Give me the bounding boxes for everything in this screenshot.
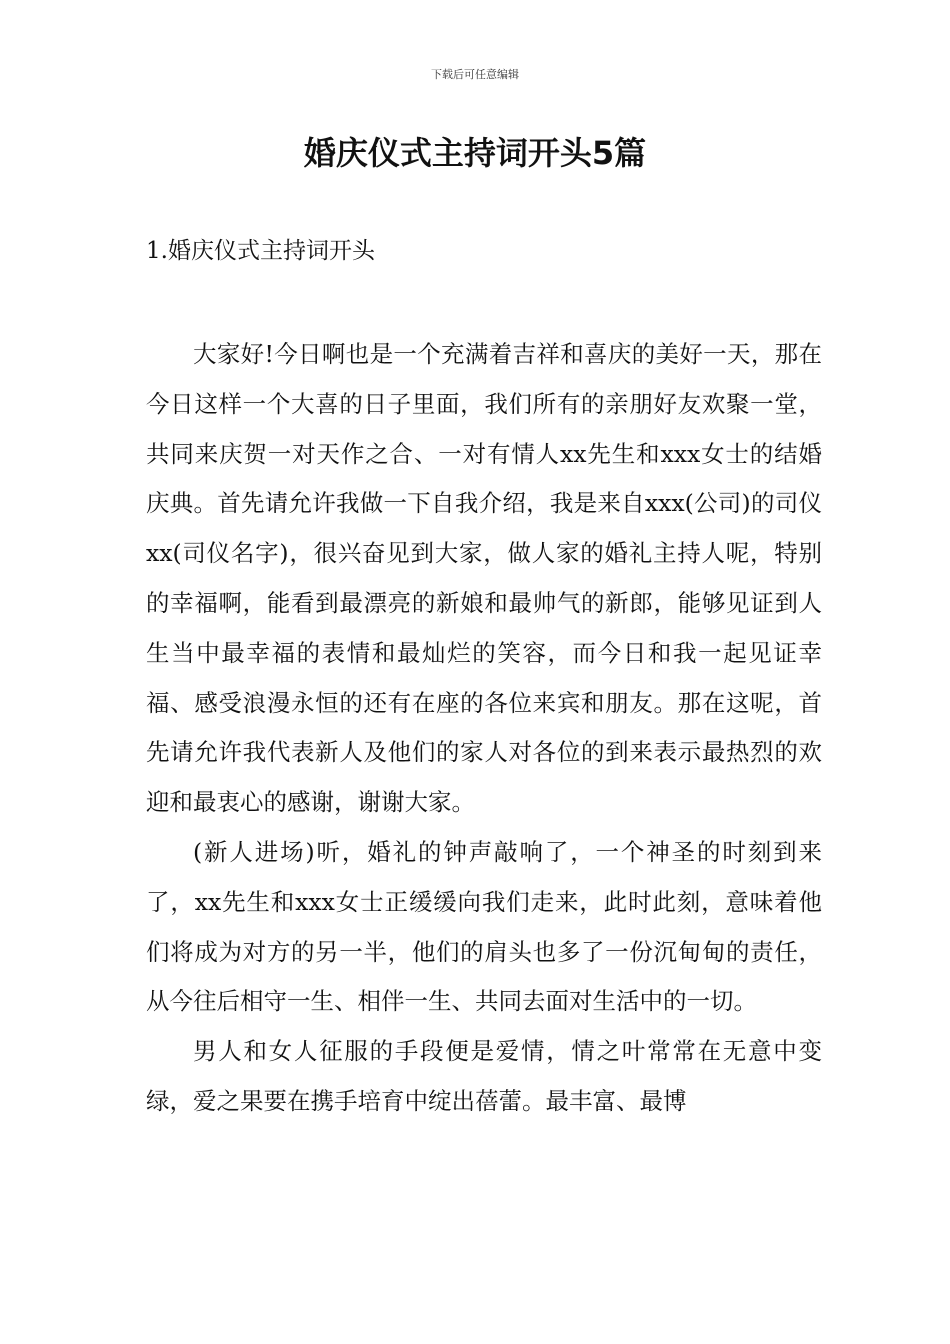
paragraph-1: 大家好!今日啊也是一个充满着吉祥和喜庆的美好一天，那在今日这样一个大喜的日子里面，我们所有的亲朋好友欢聚一堂，共同来庆贺一对天作之合、一对有情人xx先生和xxx女士的结婚庆典。首先请允许我做一下自我介绍，我是来自xxx(公司)的司仪xx(司仪名字)，很兴奋见到大家，做人家的婚礼主持人呢，特别的幸福啊，能看到最漂亮的新娘和最帅气的新郎，能够见证到人生当中最幸福的表情和最灿烂的笑容，而今日和我一起见证幸福、感受浪漫永恒的还有在座的各位来宾和朋友。那在这呢，首先请允许我代表新人及他们的家人对各位的到来表示最热烈的欢迎和最衷心的感谢，谢谢大家。 [146,340,822,817]
document-title: 婚庆仪式主持词开头5篇 [303,134,647,172]
section-heading: 1.婚庆仪式主持词开头 [146,238,375,264]
paragraph-3: 男人和女人征服的手段便是爱情，情之叶常常在无意中变绿，爱之果要在携手培育中绽出蓓蕾。最丰富、最博 [146,1037,822,1115]
paragraph-2: (新人进场)听，婚礼的钟声敲响了，一个神圣的时刻到来了，xx先生和xxx女士正缓缓向我们走来，此时此刻，意味着他们将成为对方的另一半，他们的肩头也多了一份沉甸甸的责任，从今往后相守一生、相伴一生、共同去面对生活中的一切。 [146,837,822,1016]
body-text [146,330,822,1127]
header-note: 下载后可任意编辑 [431,68,519,81]
